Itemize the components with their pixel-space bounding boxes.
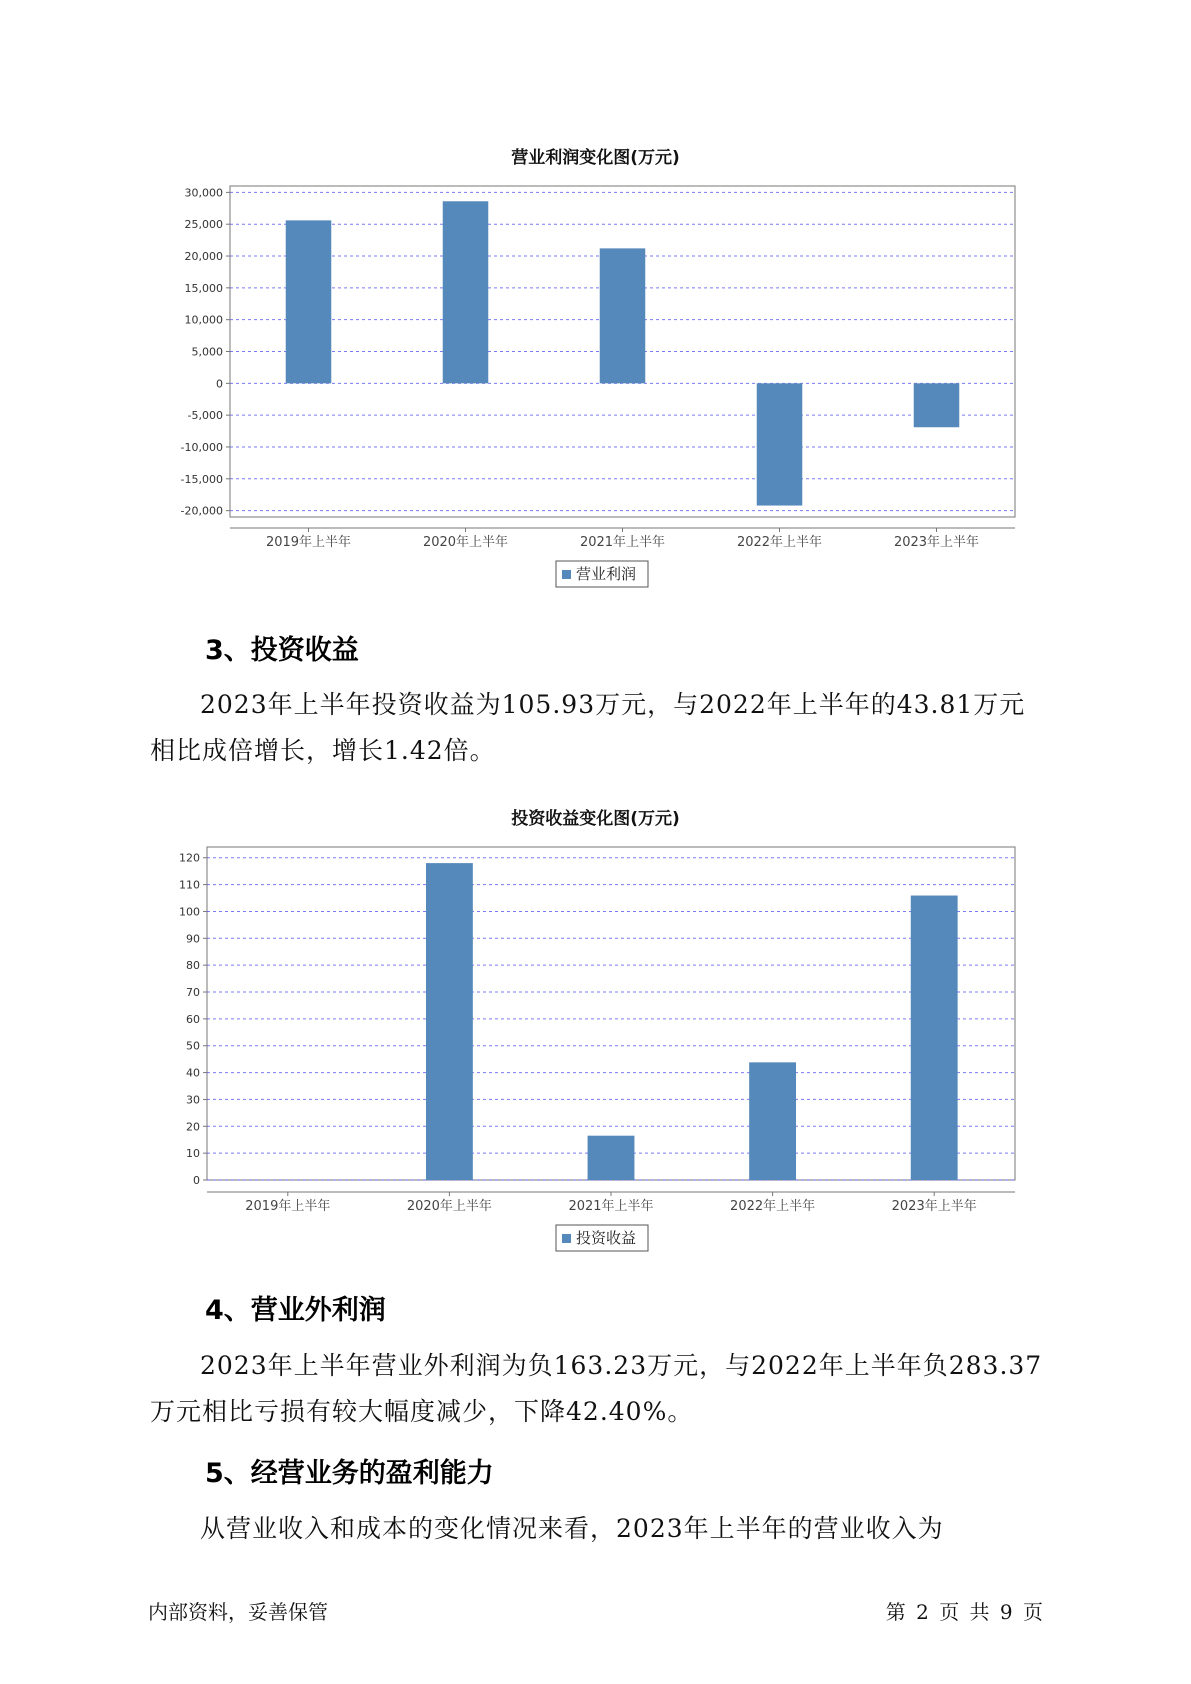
y-tick-label: 10,000: [184, 313, 223, 327]
plot-area: [207, 847, 1015, 1180]
bar: [749, 1062, 796, 1180]
x-tick-label: 2022年上半年: [736, 535, 823, 550]
bar: [914, 383, 960, 427]
x-tick-label: 2019年上半年: [245, 1199, 331, 1214]
bar: [286, 220, 332, 383]
bar: [588, 1136, 635, 1180]
bar: [426, 863, 473, 1180]
y-tick-label: 80: [186, 959, 200, 973]
y-tick-label: -5,000: [187, 409, 223, 423]
section5-paragraph: 从营业收入和成本的变化情况来看，2023年上半年的营业收入为: [200, 1514, 944, 1543]
y-tick-label: 30: [186, 1093, 200, 1107]
chart2-title: 投资收益变化图(万元): [511, 809, 680, 829]
y-tick-label: -20,000: [180, 504, 223, 518]
y-tick-label: -15,000: [180, 472, 223, 486]
section4-heading: 4、营业外利润: [205, 1295, 386, 1326]
y-tick-label: -10,000: [180, 440, 223, 454]
footer-page-number: 第 2 页 共 9 页: [885, 1600, 1043, 1624]
y-tick-label: 20,000: [184, 250, 223, 264]
bar: [911, 896, 958, 1180]
legend-swatch: [562, 570, 571, 579]
x-tick-label: 2019年上半年: [265, 535, 352, 550]
x-tick-label: 2020年上半年: [406, 1199, 492, 1214]
y-tick-label: 100: [179, 905, 200, 919]
y-tick-label: 25,000: [184, 218, 223, 232]
y-tick-label: 70: [186, 986, 200, 1000]
y-tick-label: 110: [179, 878, 200, 892]
y-tick-label: 0: [216, 377, 223, 391]
legend-label: 投资收益: [576, 1229, 637, 1247]
chart1-title: 营业利润变化图(万元): [511, 148, 680, 168]
y-tick-label: 20: [186, 1120, 200, 1134]
y-tick-label: 30,000: [184, 186, 223, 200]
y-tick-label: 90: [186, 932, 200, 946]
y-tick-label: 120: [179, 851, 200, 865]
bar: [757, 383, 803, 505]
y-tick-label: 50: [186, 1039, 200, 1053]
x-tick-label: 2021年上半年: [579, 535, 666, 550]
y-tick-label: 40: [186, 1066, 200, 1080]
bar: [600, 248, 646, 383]
footer-confidential: 内部资料，妥善保管: [148, 1600, 328, 1624]
x-tick-label: 2021年上半年: [568, 1199, 654, 1214]
section3-paragraph: 2023年上半年投资收益为105.93万元，与2022年上半年的43.81万元相比成倍增长，增长1.42倍。: [150, 690, 1026, 765]
y-tick-label: 60: [186, 1012, 200, 1026]
y-tick-label: 0: [193, 1174, 200, 1187]
section4-paragraph: 2023年上半年营业外利润为负163.23万元，与2022年上半年负283.37万元相比亏损有较大幅度减少，下降42.40%。: [150, 1351, 1043, 1426]
section3-heading: 3、投资收益: [205, 635, 359, 666]
investment-income-chart: [0, 820, 1191, 1260]
y-tick-label: 10: [186, 1147, 200, 1161]
x-tick-label: 2020年上半年: [422, 535, 509, 550]
x-tick-label: 2022年上半年: [730, 1199, 816, 1214]
y-tick-label: 15,000: [184, 281, 223, 295]
x-tick-label: 2023年上半年: [891, 1199, 977, 1214]
legend-swatch: [562, 1234, 571, 1243]
y-tick-label: 5,000: [191, 345, 223, 359]
section5-heading: 5、经营业务的盈利能力: [205, 1458, 494, 1489]
bar: [443, 201, 489, 383]
legend-label: 营业利润: [576, 565, 637, 583]
operating-profit-chart: [0, 160, 1191, 600]
x-tick-label: 2023年上半年: [893, 535, 980, 550]
